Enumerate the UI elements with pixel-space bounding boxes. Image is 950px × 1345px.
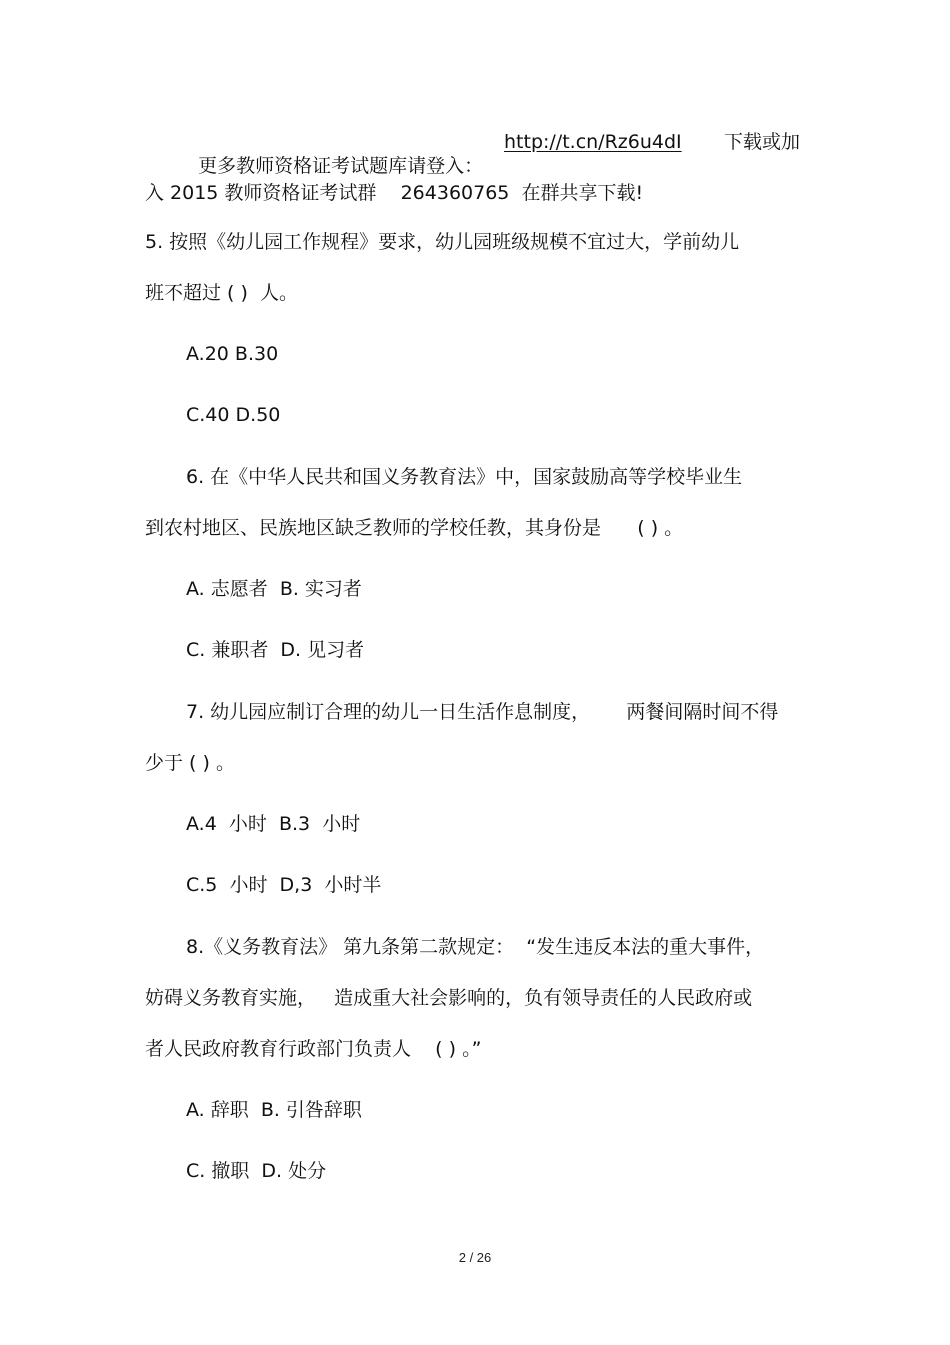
header-intro-text: 更多教师资格证考试题库请登入： xyxy=(198,155,484,177)
header-line-1 xyxy=(186,130,483,178)
header-outro-text: 下载或加 xyxy=(724,131,801,153)
question-7-stem-line-1: 7. 幼儿园应制订合理的幼儿一日生活作息制度， 两餐间隔时间不得 xyxy=(186,701,779,723)
question-8-option-line-2: C. 撤职 D. 处分 xyxy=(186,1160,327,1182)
download-link[interactable]: http://t.cn/Rz6u4dI xyxy=(504,131,682,153)
header-line-2: 入 2015 教师资格证考试群 264360765 在群共享下载! xyxy=(145,182,644,204)
question-8-stem-line-2: 妨碍义务教育实施， 造成重大社会影响的，负有领导责任的人民政府或 xyxy=(145,987,753,1009)
question-6-stem-line-1: 6. 在《中华人民共和国义务教育法》中，国家鼓励高等学校毕业生 xyxy=(186,466,743,488)
question-5-stem-line-2: 班不超过 ( ) 人。 xyxy=(145,282,298,304)
question-7-option-line-2: C.5 小时 D,3 小时半 xyxy=(186,874,382,896)
question-6-stem-line-2: 到农村地区、民族地区缺乏教师的学校任教，其身份是 ( ) 。 xyxy=(145,517,684,539)
page-number: 2 / 26 xyxy=(458,1250,492,1265)
question-8-stem-line-3: 者人民政府教育行政部门负责人 ( ) 。” xyxy=(145,1038,482,1060)
question-5-option-line-1: A.20 B.30 xyxy=(186,343,279,365)
question-6-option-line-1: A. 志愿者 B. 实习者 xyxy=(186,578,362,600)
question-8-option-line-1: A. 辞职 B. 引咎辞职 xyxy=(186,1099,362,1121)
question-5-stem-line-1: 5. 按照《幼儿园工作规程》要求，幼儿园班级规模不宜过大，学前幼儿 xyxy=(145,231,740,253)
question-8-stem-line-1: 8.《义务教育法》 第九条第二款规定： “发生违反本法的重大事件， xyxy=(186,936,765,958)
question-6-option-line-2: C. 兼职者 D. 见习者 xyxy=(186,639,365,661)
question-7-stem-line-2: 少于 ( ) 。 xyxy=(145,752,235,774)
question-7-option-line-1: A.4 小时 B.3 小时 xyxy=(186,813,361,835)
question-5-option-line-2: C.40 D.50 xyxy=(186,404,281,426)
